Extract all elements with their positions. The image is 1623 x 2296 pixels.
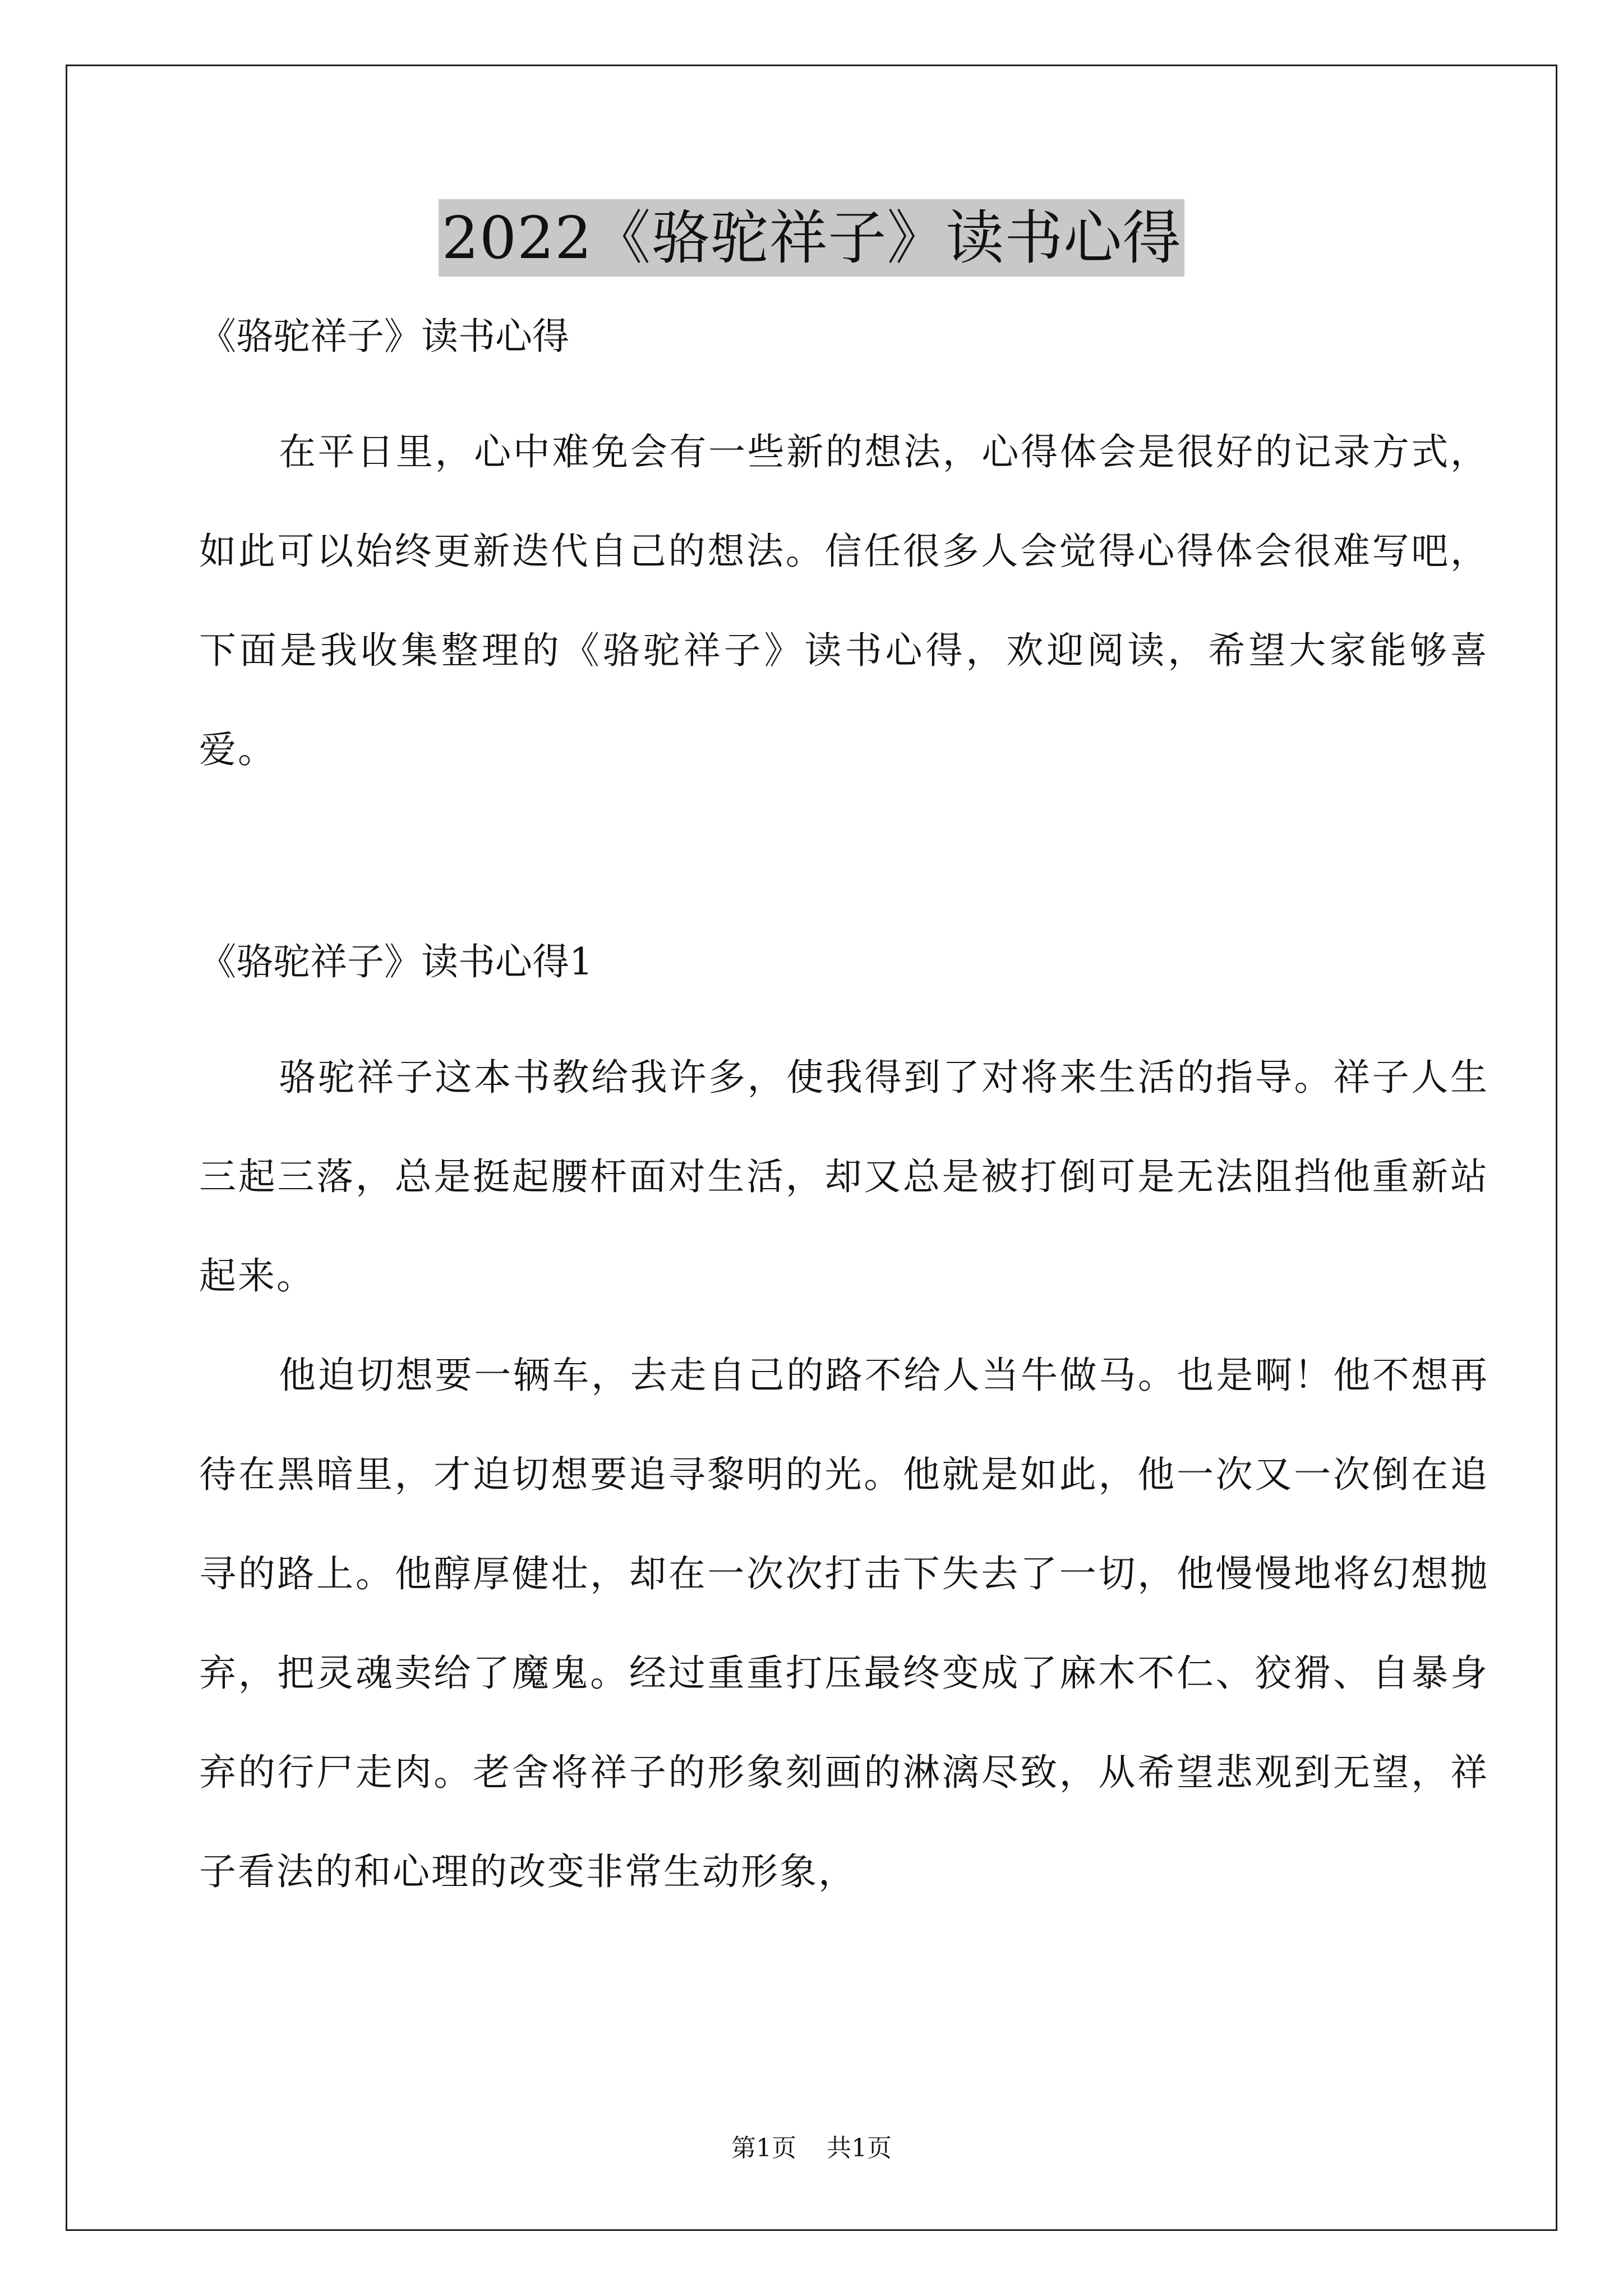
paragraph: 在平日里，心中难免会有一些新的想法，心得体会是很好的记录方式，如此可以始终更新迭代自己的想法。信任很多人会觉得心得体会很难写吧，下面是我收集整理的《骆驼祥子》读书心得，欢迎阅读，希望大家能够喜爱。 (199, 430, 1489, 771)
page-footer (0, 2132, 1623, 2165)
paragraph: 他迫切想要一辆车，去走自己的路不给人当牛做马。也是啊！他不想再待在黑暗里，才迫切想要追寻黎明的光。他就是如此，他一次又一次倒在追寻的路上。他醇厚健壮，却在一次次打击下失去了一切，他慢慢地将幻想抛弃，把灵魂卖给了魔鬼。经过重重打压最终变成了麻木不仁、狡猾、自暴身弃的行尸走肉。老舍将祥子的形象刻画的淋漓尽致，从希望悲观到无望，祥子看法的和心理的改变非常生动形象， (199, 1354, 1489, 1893)
document-body (199, 311, 1489, 1921)
page-number: 第1页 (731, 2134, 796, 2162)
section-heading: 《骆驼祥子》读书心得1 (199, 940, 593, 983)
section-heading: 《骆驼祥子》读书心得 (199, 315, 569, 358)
title-container (0, 199, 1623, 277)
paragraph: 骆驼祥子这本书教给我许多，使我得到了对将来生活的指导。祥子人生三起三落，总是挺起腰杆面对生活，却又总是被打倒可是无法阻挡他重新站起来。 (199, 1056, 1489, 1297)
page-total: 共1页 (827, 2134, 892, 2162)
document-title: 2022《骆驼祥子》读书心得 (439, 199, 1185, 277)
